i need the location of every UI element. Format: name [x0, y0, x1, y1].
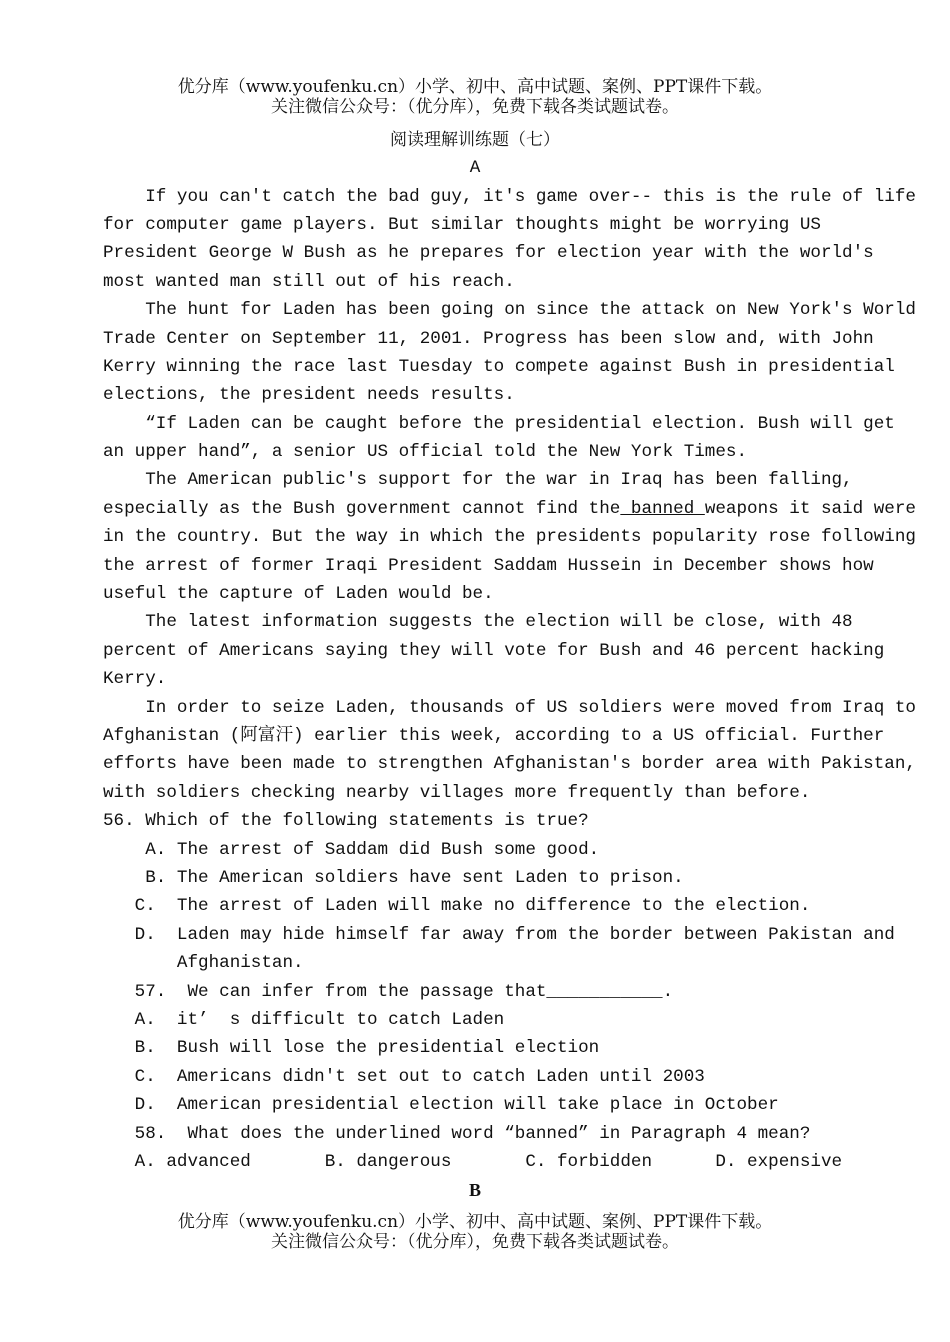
passage-line: with soldiers checking nearby villages more frequently than before.: [103, 783, 811, 803]
passage-line: The American public's support for the war in Iraq has been falling,: [103, 470, 853, 490]
passage-line: Kerry winning the race last Tuesday to compete against Bush in presidential: [103, 357, 895, 377]
question-57-stem: 57. We can infer from the passage that___________.: [103, 982, 674, 1002]
question-57-option-c: C. Americans didn't set out to catch Laden until 2003: [103, 1067, 705, 1087]
underlined-word-banned: banned: [620, 499, 705, 519]
passage-line: “If Laden can be caught before the presidential election. Bush will get: [103, 414, 895, 434]
passage-line: Afghanistan (阿富汗) earlier this week, according to a US official. Further: [103, 726, 885, 746]
question-56-option-c: C. The arrest of Laden will make no difference to the election.: [103, 896, 811, 916]
section-a-heading: A: [469, 158, 481, 178]
passage-line: Trade Center on September 11, 2001. Progress has been slow and, with John: [103, 329, 874, 349]
passage-line: In order to seize Laden, thousands of US soldiers were moved from Iraq to: [103, 698, 916, 718]
question-58-options: A. advanced B. dangerous C. forbidden D. expensive: [103, 1152, 843, 1172]
passage-line: elections, the president needs results.: [103, 385, 515, 405]
header-line-1: 优分库（www.youfenku.cn）小学、初中、高中试题、案例、PPT课件下载。: [177, 77, 773, 97]
passage-line: useful the capture of Laden would be.: [103, 584, 494, 604]
passage-line: [103, 498, 916, 520]
question-57-option-b: B. Bush will lose the presidential election: [103, 1038, 600, 1058]
passage-text: especially as the Bush government cannot find the: [103, 499, 621, 519]
footer-line-2: 关注微信公众号：（优分库），免费下载各类试题试卷。: [271, 1232, 679, 1252]
footer-line-1: 优分库（www.youfenku.cn）小学、初中、高中试题、案例、PPT课件下载。: [177, 1212, 773, 1232]
passage-line: the arrest of former Iraqi President Saddam Hussein in December shows how: [103, 556, 874, 576]
question-57-option-d: D. American presidential election will take place in October: [103, 1095, 779, 1115]
passage-line: most wanted man still out of his reach.: [103, 272, 515, 292]
passage-line: efforts have been made to strengthen Afghanistan's border area with Pakistan,: [103, 754, 916, 774]
question-56-option-b: B. The American soldiers have sent Laden to prison.: [103, 868, 684, 888]
passage-line: in the country. But the way in which the presidents popularity rose following: [103, 527, 916, 547]
question-56-option-d-cont: Afghanistan.: [103, 953, 304, 973]
header-line-2: 关注微信公众号：（优分库），免费下载各类试题试卷。: [271, 97, 679, 117]
passage-line: If you can't catch the bad guy, it's game over-- this is the rule of life: [103, 187, 916, 207]
question-56-stem: 56. Which of the following statements is true?: [103, 811, 589, 831]
question-57-option-a: A. it’ s difficult to catch Laden: [103, 1010, 505, 1030]
section-b-heading: B: [468, 1180, 481, 1200]
passage-line: The latest information suggests the election will be close, with 48: [103, 612, 853, 632]
question-56-option-d: D. Laden may hide himself far away from the border between Pakistan and: [103, 925, 895, 945]
passage-line: The hunt for Laden has been going on since the attack on New York's World: [103, 300, 916, 320]
passage-text: weapons it said were: [704, 499, 916, 519]
question-58-stem: 58. What does the underlined word “banned” in Paragraph 4 mean?: [103, 1124, 811, 1144]
question-56-option-a: A. The arrest of Saddam did Bush some good.: [103, 840, 600, 860]
passage-line: Kerry.: [103, 669, 167, 689]
passage-line: for computer game players. But similar thoughts might be worrying US: [103, 215, 821, 235]
page-title: 阅读理解训练题（七）: [390, 130, 560, 150]
passage-line: an upper hand”, a senior US official told the New York Times.: [103, 442, 748, 462]
passage-line: percent of Americans saying they will vote for Bush and 46 percent hacking: [103, 641, 885, 661]
passage-line: President George W Bush as he prepares for election year with the world's: [103, 243, 874, 263]
